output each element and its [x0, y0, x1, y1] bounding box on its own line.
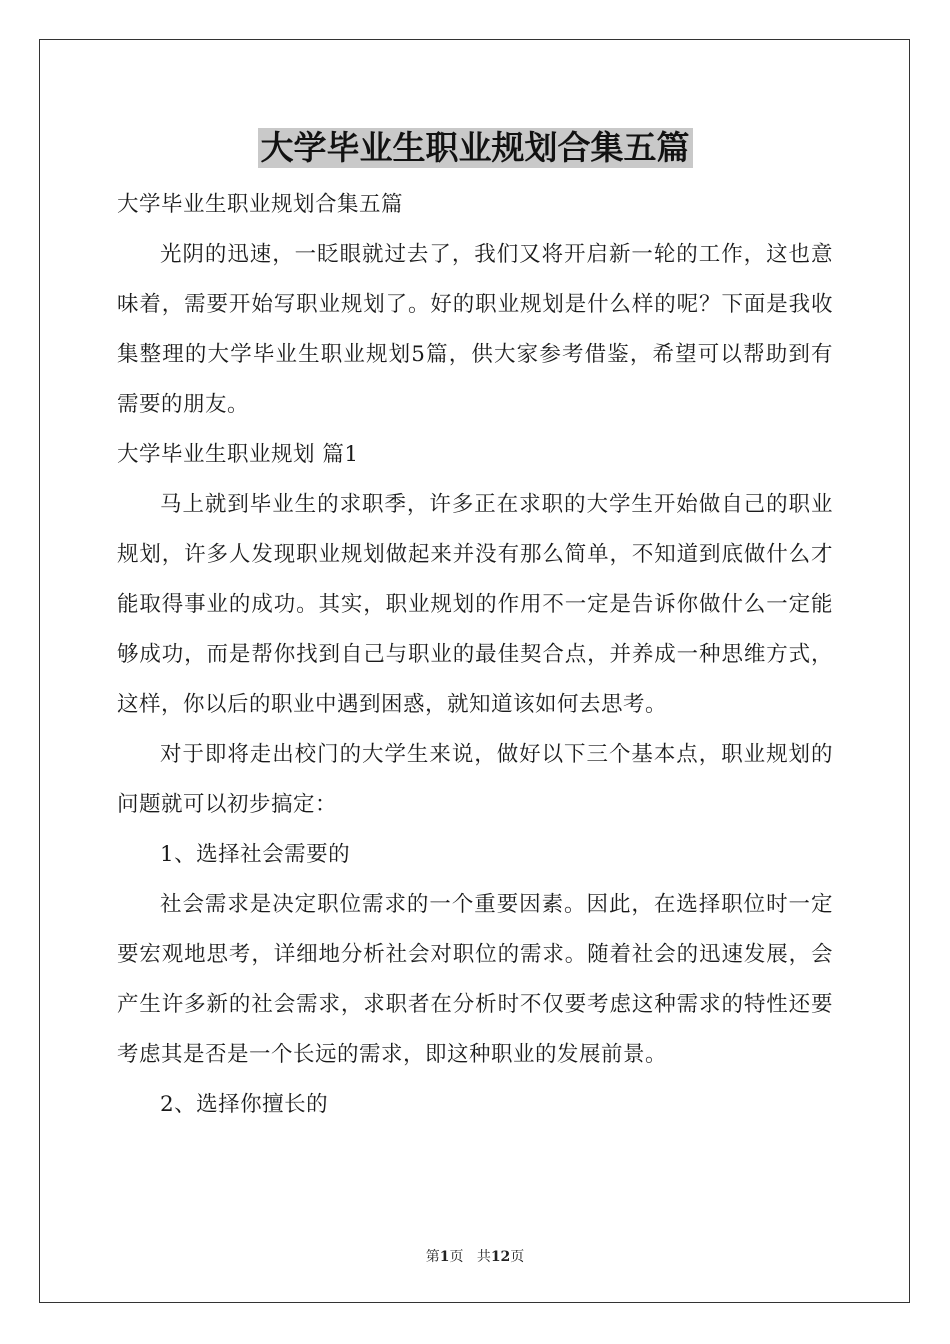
total-suffix: 页: [510, 1249, 525, 1265]
body-paragraph: 大学毕业生职业规划合集五篇: [117, 192, 404, 217]
body-paragraph: 社会需求是决定职位需求的一个重要因素。因此，在选择职位时一定要宏观地思考，详细地分析社会对职位的需求。随着社会的迅速发展，会产生许多新的社会需求，求职者在分析时不仅要考虑这种需求的特性还要考虑其是否是一个长远的需求，即这种职业的发展前景。: [117, 892, 833, 1067]
body-paragraph: 光阴的迅速，一眨眼就过去了，我们又将开启新一轮的工作，这也意味着，需要开始写职业规划了。好的职业规划是什么样的呢？下面是我收集整理的大学毕业生职业规划5篇，供大家参考借鉴，希望可以帮助到有需要的朋友。: [117, 242, 833, 417]
page-number-current: 1: [439, 1249, 450, 1265]
body-paragraph: 马上就到毕业生的求职季，许多正在求职的大学生开始做自己的职业规划，许多人发现职业规划做起来并没有那么简单，不知道到底做什么才能取得事业的成功。其实，职业规划的作用不一定是告诉你做什么一定能够成功，而是帮你找到自己与职业的最佳契合点，并养成一种思维方式，这样，你以后的职业中遇到困惑，就知道该如何去思考。: [117, 492, 833, 717]
page-prefix: 第: [425, 1249, 440, 1265]
list-item-heading: 2、选择你擅长的: [160, 1092, 329, 1117]
title-container: [0, 128, 950, 168]
list-item-heading: 1、选择社会需要的: [160, 842, 351, 867]
section-heading: 大学毕业生职业规划 篇1: [117, 442, 359, 467]
total-prefix: 共: [476, 1249, 491, 1265]
page-number-total: 12: [490, 1249, 511, 1265]
page-footer: [0, 1248, 950, 1266]
document-title: 大学毕业生职业规划合集五篇: [258, 128, 693, 168]
document-body: [117, 180, 833, 1130]
body-paragraph: 对于即将走出校门的大学生来说，做好以下三个基本点，职业规划的问题就可以初步搞定：: [117, 742, 833, 817]
page-suffix: 页: [449, 1249, 464, 1265]
